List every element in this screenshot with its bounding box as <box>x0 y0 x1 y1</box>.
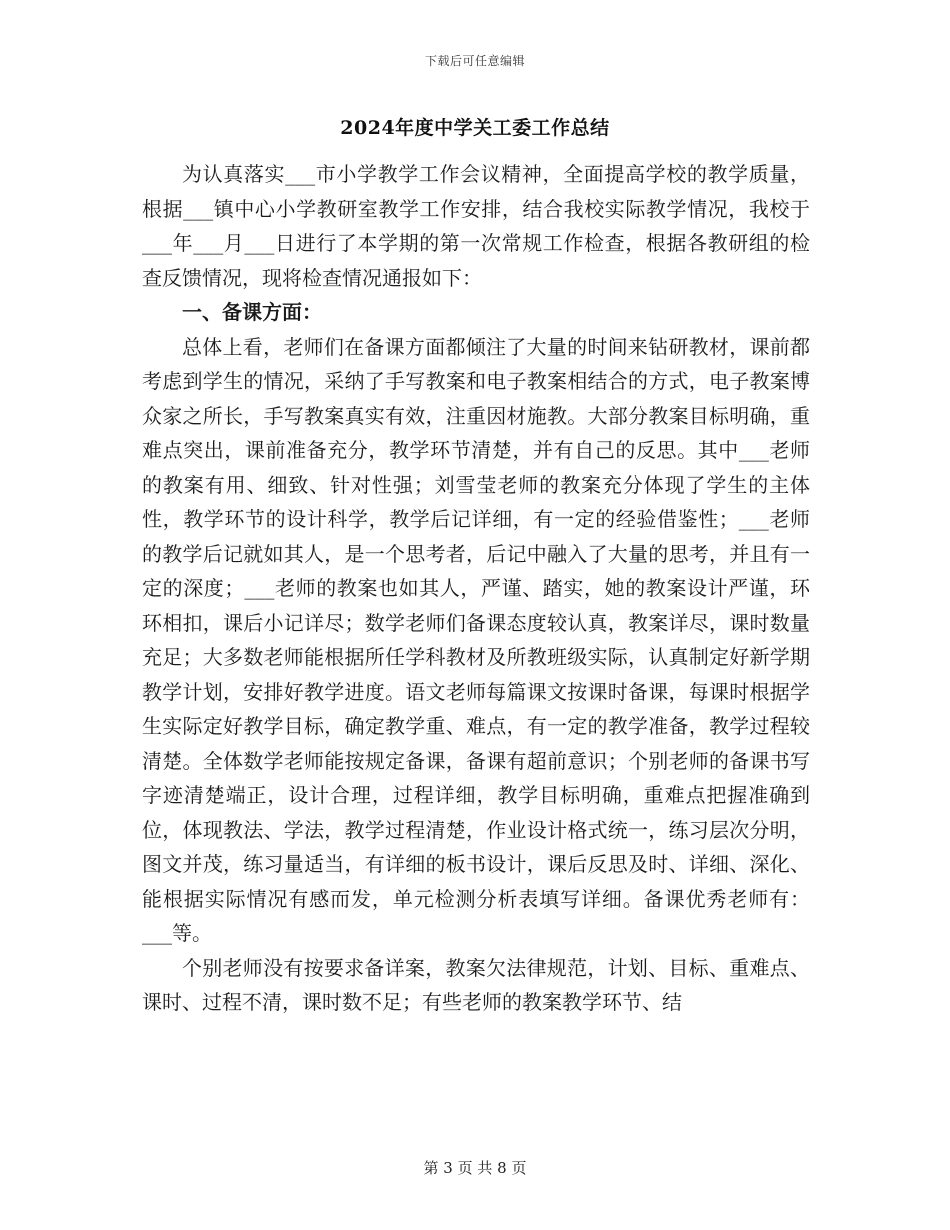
body-paragraph: 总体上看，老师们在备课方面都倾注了大量的时间来钻研教材，课前都考虑到学生的情况，采纳了手写教案和电子教案相结合的方式，电子教案博众家之所长，手写教案真实有效，注重因材施教。大部分教案目标明确，重难点突出，课前准备充分，教学环节清楚，并有自己的反思。其中___老师的教案有用、细致、针对性强；刘雪莹老师的教案充分体现了学生的主体性，教学环节的设计科学，教学后记详细，有一定的经验借鉴性；___老师的教学后记就如其人，是一个思考者，后记中融入了大量的思考，并且有一定的深度；___老师的教案也如其人，严谨、踏实，她的教案设计严谨，环环相扣，课后小记详尽；数学老师们备课态度较认真，教案详尽，课时数量充足；大多数老师能根据所任学科教材及所教班级实际，认真制定好新学期教学计划，安排好教学进度。语文老师每篇课文按课时备课，每课时根据学生实际定好教学目标，确定教学重、难点，有一定的教学准备，教学过程较清楚。全体数学老师能按规定备课，备课有超前意识；个别老师的备课书写字迹清楚端正，设计合理，过程详细，教学目标明确，重难点把握准确到位，体现教法、学法，教学过程清楚，作业设计格式统一，练习层次分明，图文并茂，练习量适当，有详细的板书设计，课后反思及时、详细、深化、能根据实际情况有感而发，单元检测分析表填写详细。备课优秀老师有：___等。 <box>142 334 810 945</box>
page-number-footer: 第 3 页 共 8 页 <box>423 1159 527 1177</box>
document-title: 2024年度中学关工委工作总结 <box>340 117 610 139</box>
section-heading-lesson-prep: 一、备课方面： <box>182 300 322 324</box>
header-note: 下载后可任意编辑 <box>424 54 525 68</box>
intro-paragraph: 为认真落实___市小学教学工作会议精神，全面提高学校的教学质量，根据___镇中心小学教研室教学工作安排，结合我校实际教学情况，我校于___年___月___日进行了本学期的第一次常规工作检查，根据各教研组的检查反馈情况，现将检查情况通报如下： <box>142 162 810 290</box>
body-paragraph: 个别老师没有按要求备详案，教案欠法律规范，计划、目标、重难点、课时、过程不清，课时数不足；有些老师的教案教学环节、结 <box>142 955 810 1014</box>
document-body <box>142 157 810 1020</box>
